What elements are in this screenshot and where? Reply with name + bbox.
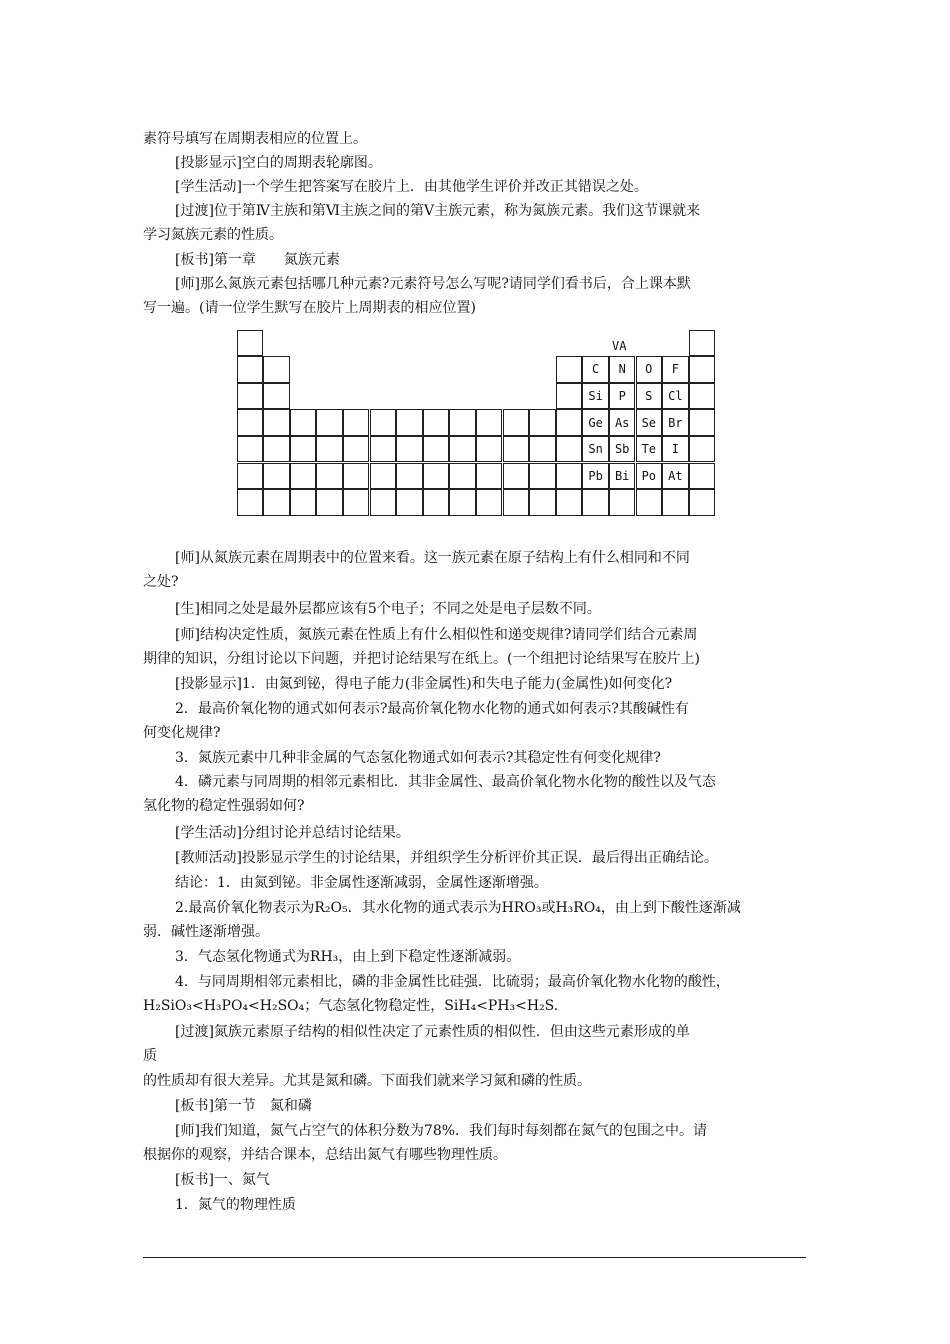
table-cell xyxy=(503,409,530,436)
table-cell xyxy=(370,409,397,436)
text-line: [过渡]位于第Ⅳ主族和第Ⅵ主族之间的第Ⅴ主族元素，称为氮族元素。我们这节课就来 xyxy=(175,203,701,219)
table-cell xyxy=(689,463,716,490)
table-cell xyxy=(290,436,317,463)
element-cell: O xyxy=(636,356,663,383)
text-line: [生]相同之处是最外层都应该有5个电子；不同之处是电子层数不同。 xyxy=(175,601,601,617)
table-cell xyxy=(316,463,343,490)
text-line: 学习氮族元素的性质。 xyxy=(143,227,283,243)
element-cell: Ge xyxy=(582,409,609,436)
element-cell: Bi xyxy=(609,463,636,490)
table-cell xyxy=(290,463,317,490)
element-cell: Se xyxy=(636,409,663,436)
text-line: [学生活动]分组讨论并总结讨论结果。 xyxy=(175,825,410,841)
group-va-label: VA xyxy=(612,339,627,353)
table-cell xyxy=(449,489,476,516)
table-cell xyxy=(396,436,423,463)
table-cell xyxy=(316,436,343,463)
element-cell: I xyxy=(662,436,689,463)
table-cell xyxy=(263,436,290,463)
table-cell xyxy=(476,436,503,463)
text-line: 氢化物的稳定性强弱如何? xyxy=(143,798,305,814)
text-line: 的性质却有很大差异。尤其是氮和磷。下面我们就来学习氮和磷的性质。 xyxy=(143,1073,591,1089)
element-cell: As xyxy=(609,409,636,436)
table-cell xyxy=(689,356,716,383)
text-line: 2．最高价氧化物的通式如何表示?最高价氧化物水化物的通式如何表示?其酸碱性有 xyxy=(175,701,689,717)
text-line: [板书]第一章 氮族元素 xyxy=(175,252,340,268)
text-line: [师]那么氮族元素包括哪几种元素?元素符号怎么写呢?请同学们看书后，合上课本默 xyxy=(175,276,691,292)
text-line: 4．磷元素与同周期的相邻元素相比．其非金属性、最高价氧化物水化物的酸性以及气态 xyxy=(175,774,716,790)
text-line: [过渡]氮族元素原子结构的相似性决定了元素性质的相似性．但由这些元素形成的单 xyxy=(175,1024,690,1040)
table-cell xyxy=(237,436,264,463)
table-cell xyxy=(263,383,290,410)
table-cell xyxy=(237,409,264,436)
table-cell xyxy=(237,489,264,516)
table-cell xyxy=(343,489,370,516)
table-cell xyxy=(396,463,423,490)
element-cell: Sb xyxy=(609,436,636,463)
table-cell xyxy=(662,489,689,516)
table-cell xyxy=(689,383,716,410)
table-cell xyxy=(263,463,290,490)
text-line: 弱．碱性逐渐增强。 xyxy=(143,924,269,940)
table-cell xyxy=(582,489,609,516)
table-cell xyxy=(343,409,370,436)
text-line: 质 xyxy=(143,1048,157,1064)
table-cell xyxy=(423,436,450,463)
element-cell: Te xyxy=(636,436,663,463)
table-cell xyxy=(503,436,530,463)
table-cell xyxy=(529,463,556,490)
text-line: 4．与同周期相邻元素相比，磷的非金属性比硅强．比硫弱；最高价氧化物水化物的酸性， xyxy=(175,974,730,990)
text-line: 2.最高价氧化物表示为R₂O₅．其水化物的通式表示为HRO₃或H₃RO₄，由上到下酸性逐渐减 xyxy=(175,900,741,916)
table-cell xyxy=(556,383,583,410)
table-cell xyxy=(503,489,530,516)
text-line: [教师活动]投影显示学生的讨论结果，并组织学生分析评价其正误．最后得出正确结论。 xyxy=(175,850,718,866)
table-cell xyxy=(556,356,583,383)
text-line: [板书]第一节 氮和磷 xyxy=(175,1098,312,1114)
text-line: 3．氮族元素中几种非金属的气态氢化物通式如何表示?其稳定性有何变化规律? xyxy=(175,750,661,766)
table-cell xyxy=(476,489,503,516)
table-cell xyxy=(423,489,450,516)
table-cell xyxy=(263,356,290,383)
element-cell: At xyxy=(662,463,689,490)
table-cell xyxy=(396,489,423,516)
table-cell xyxy=(290,409,317,436)
text-line: [投影显示]空白的周期表轮廓图。 xyxy=(175,155,382,171)
table-cell xyxy=(237,383,264,410)
table-cell xyxy=(529,409,556,436)
text-line: [投影显示]1．由氮到铋，得电子能力(非金属性)和失电子能力(金属性)如何变化? xyxy=(175,676,673,692)
table-cell xyxy=(423,463,450,490)
table-cell xyxy=(370,463,397,490)
table-cell xyxy=(316,489,343,516)
table-cell xyxy=(423,409,450,436)
table-cell xyxy=(689,436,716,463)
table-cell xyxy=(609,489,636,516)
table-cell xyxy=(290,489,317,516)
text-line: 根据你的观察，并结合课本，总结出氮气有哪些物理性质。 xyxy=(143,1147,507,1163)
element-cell: P xyxy=(609,383,636,410)
table-cell xyxy=(556,436,583,463)
element-cell: N xyxy=(609,356,636,383)
element-cell: Br xyxy=(662,409,689,436)
text-line: [师]我们知道，氮气占空气的体积分数为78%．我们每时每刻都在氮气的包围之中。请 xyxy=(175,1123,708,1139)
element-cell: F xyxy=(662,356,689,383)
text-line: H₂SiO₃<H₃PO₄<H₂SO₄；气态氢化物稳定性，SiH₄<PH₃<H₂S. xyxy=(143,998,559,1014)
text-line: 之处? xyxy=(143,574,179,590)
table-cell xyxy=(370,436,397,463)
table-cell xyxy=(689,330,716,357)
table-cell xyxy=(370,489,397,516)
table-cell xyxy=(449,463,476,490)
text-line: 何变化规律? xyxy=(143,725,221,741)
element-cell: Si xyxy=(582,383,609,410)
text-line: 素符号填写在周期表相应的位置上。 xyxy=(143,131,367,147)
element-cell: S xyxy=(636,383,663,410)
table-cell xyxy=(237,330,264,357)
table-cell xyxy=(689,409,716,436)
table-cell xyxy=(396,409,423,436)
table-cell xyxy=(449,436,476,463)
table-cell xyxy=(449,409,476,436)
table-cell xyxy=(556,409,583,436)
text-line: [师]结构决定性质，氮族元素在性质上有什么相似性和递变规律?请同学们结合元素周 xyxy=(175,627,698,643)
table-cell xyxy=(237,356,264,383)
table-cell xyxy=(476,463,503,490)
text-line: 1．氮气的物理性质 xyxy=(175,1197,296,1213)
element-cell: Po xyxy=(636,463,663,490)
table-cell xyxy=(503,463,530,490)
element-cell: C xyxy=(582,356,609,383)
table-cell xyxy=(343,436,370,463)
element-cell: Sn xyxy=(582,436,609,463)
element-cell: Pb xyxy=(582,463,609,490)
table-cell xyxy=(237,463,264,490)
table-cell xyxy=(689,489,716,516)
text-line: [学生活动]一个学生把答案写在胶片上．由其他学生评价并改正其错误之处。 xyxy=(175,179,648,195)
text-line: [师]从氮族元素在周期表中的位置来看。这一族元素在原子结构上有什么相同和不同 xyxy=(175,550,690,566)
table-cell xyxy=(263,409,290,436)
table-cell xyxy=(529,436,556,463)
text-line: 写一遍。(请一位学生默写在胶片上周期表的相应位置) xyxy=(143,300,476,316)
table-cell xyxy=(556,489,583,516)
footer-rule xyxy=(143,1257,806,1258)
text-line: 3．气态氢化物通式为RH₃，由上到下稳定性逐渐减弱。 xyxy=(175,949,521,965)
table-cell xyxy=(529,489,556,516)
text-line: 结论：1．由氮到铋。非金属性逐渐减弱，金属性逐渐增强。 xyxy=(175,875,548,891)
text-line: [板书]一、氮气 xyxy=(175,1172,270,1188)
table-cell xyxy=(476,409,503,436)
table-cell xyxy=(316,409,343,436)
text-line: 期律的知识，分组讨论以下问题，并把讨论结果写在纸上。(一个组把讨论结果写在胶片上) xyxy=(143,651,700,667)
table-cell xyxy=(343,463,370,490)
element-cell: Cl xyxy=(662,383,689,410)
table-cell xyxy=(636,489,663,516)
table-cell xyxy=(263,489,290,516)
table-cell xyxy=(556,463,583,490)
